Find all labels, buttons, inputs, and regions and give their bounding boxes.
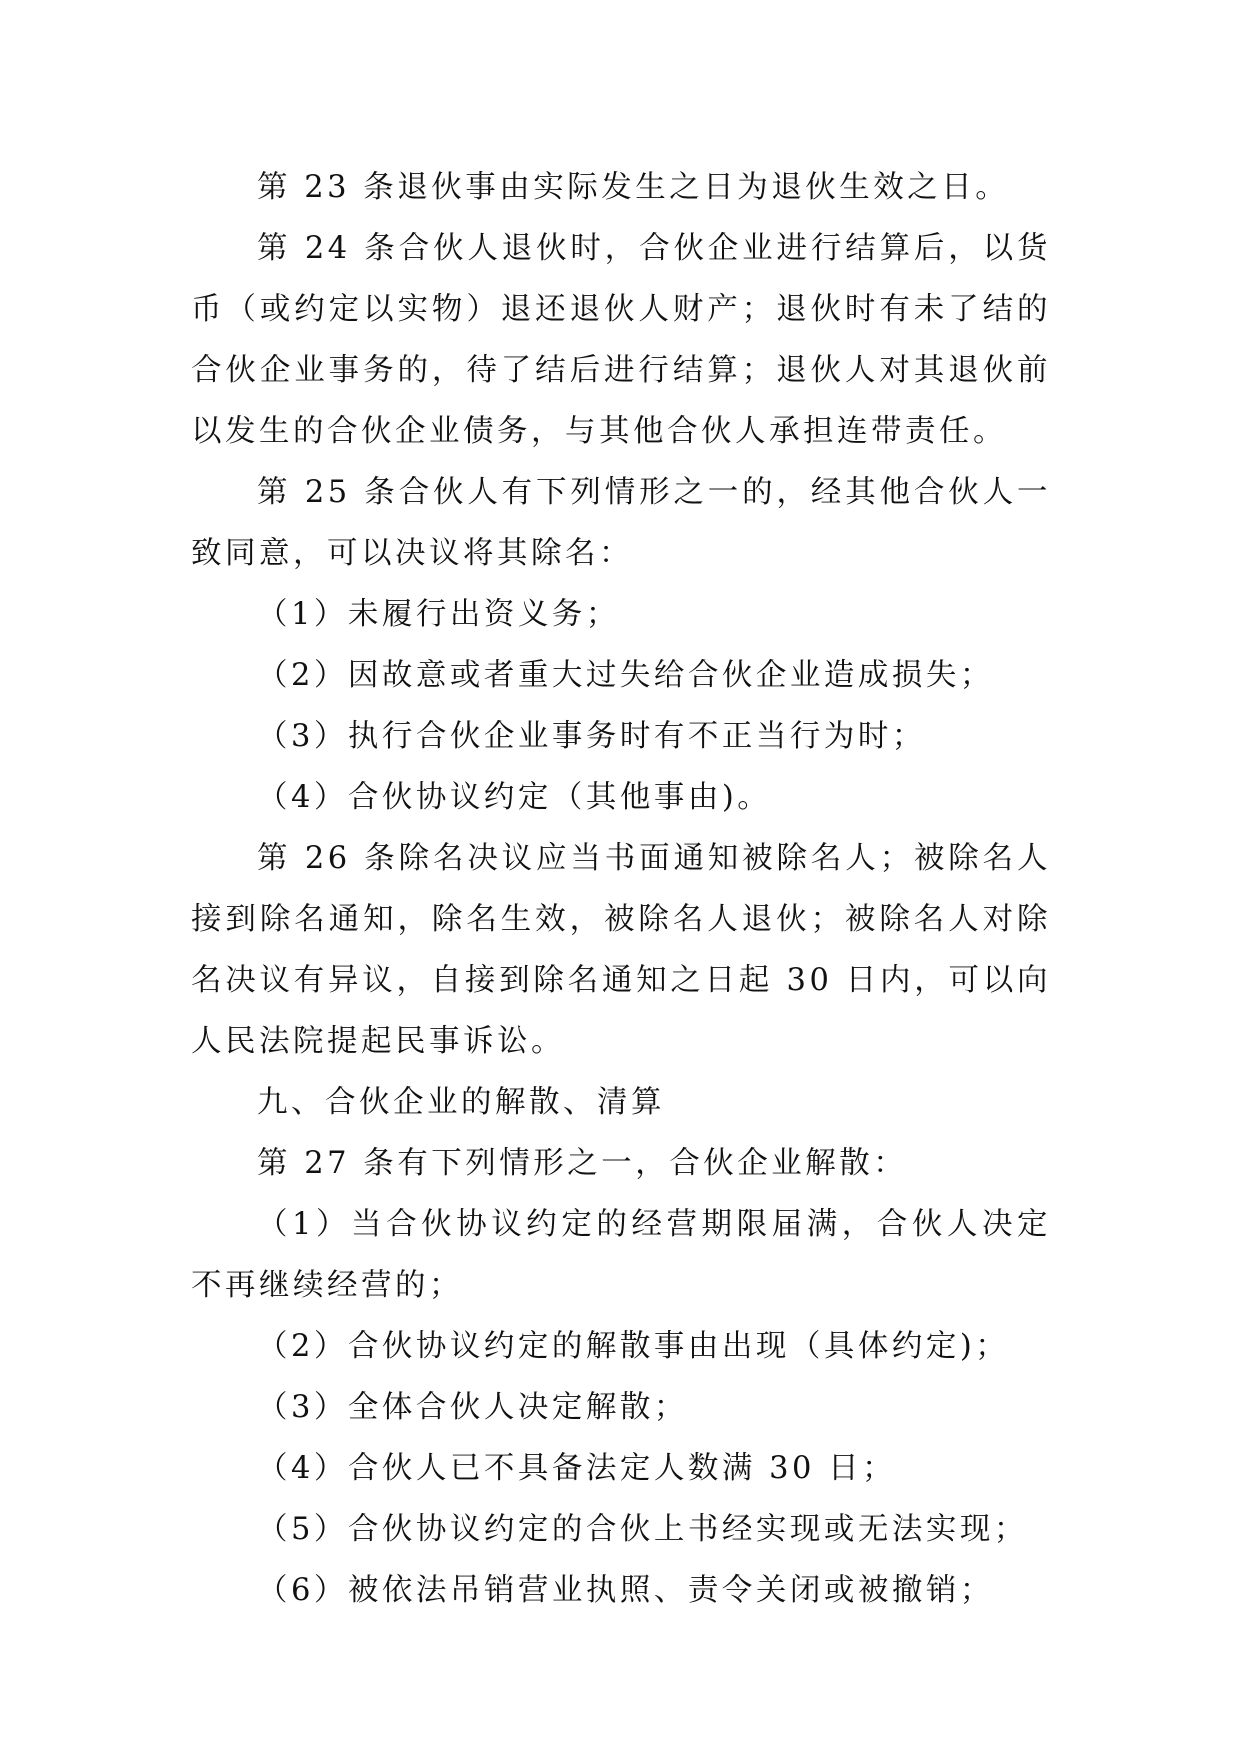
article-25-item-1: （1）未履行出资义务；: [257, 597, 620, 632]
article-23: 第 23 条退伙事由实际发生之日为退伙生效之日。: [257, 170, 1010, 205]
article-25: 第 25 条合伙人有下列情形之一的，经其他合伙人一致同意，可以决议将其除名：: [191, 475, 1051, 571]
article-27-item-2: （2）合伙协议约定的解散事由出现（具体约定)；: [257, 1329, 1010, 1364]
document-body: [191, 157, 1051, 1621]
article-27-item-6: （6）被依法吊销营业执照、责令关闭或被撤销；: [257, 1573, 994, 1608]
article-27-item-4: （4）合伙人已不具备法定人数满 30 日；: [257, 1451, 897, 1486]
article-25-item-4: （4）合伙协议约定（其他事由)。: [257, 780, 772, 815]
article-27-item-1: （1）当合伙协议约定的经营期限届满，合伙人决定不再继续经营的；: [191, 1207, 1051, 1303]
article-27: 第 27 条有下列情形之一，合伙企业解散：: [257, 1146, 908, 1181]
section-heading-dissolution: 九、合伙企业的解散、清算: [257, 1085, 665, 1120]
article-26: 第 26 条除名决议应当书面通知被除名人；被除名人接到除名通知，除名生效，被除名人退伙；被除名人对除名决议有异议，自接到除名通知之日起 30 日内，可以向人民法院提起民事诉讼。: [191, 841, 1051, 1059]
article-25-item-3: （3）执行合伙企业事务时有不正当行为时；: [257, 719, 926, 754]
article-24: 第 24 条合伙人退伙时，合伙企业进行结算后，以货币（或约定以实物）退还退伙人财产；退伙时有未了结的合伙企业事务的，待了结后进行结算；退伙人对其退伙前以发生的合伙企业债务，与其他合伙人承担连带责任。: [191, 231, 1051, 449]
article-27-item-3: （3）全体合伙人决定解散；: [257, 1390, 688, 1425]
article-27-item-5: （5）合伙协议约定的合伙上书经实现或无法实现；: [257, 1512, 1028, 1547]
article-25-item-2: （2）因故意或者重大过失给合伙企业造成损失；: [257, 658, 994, 693]
